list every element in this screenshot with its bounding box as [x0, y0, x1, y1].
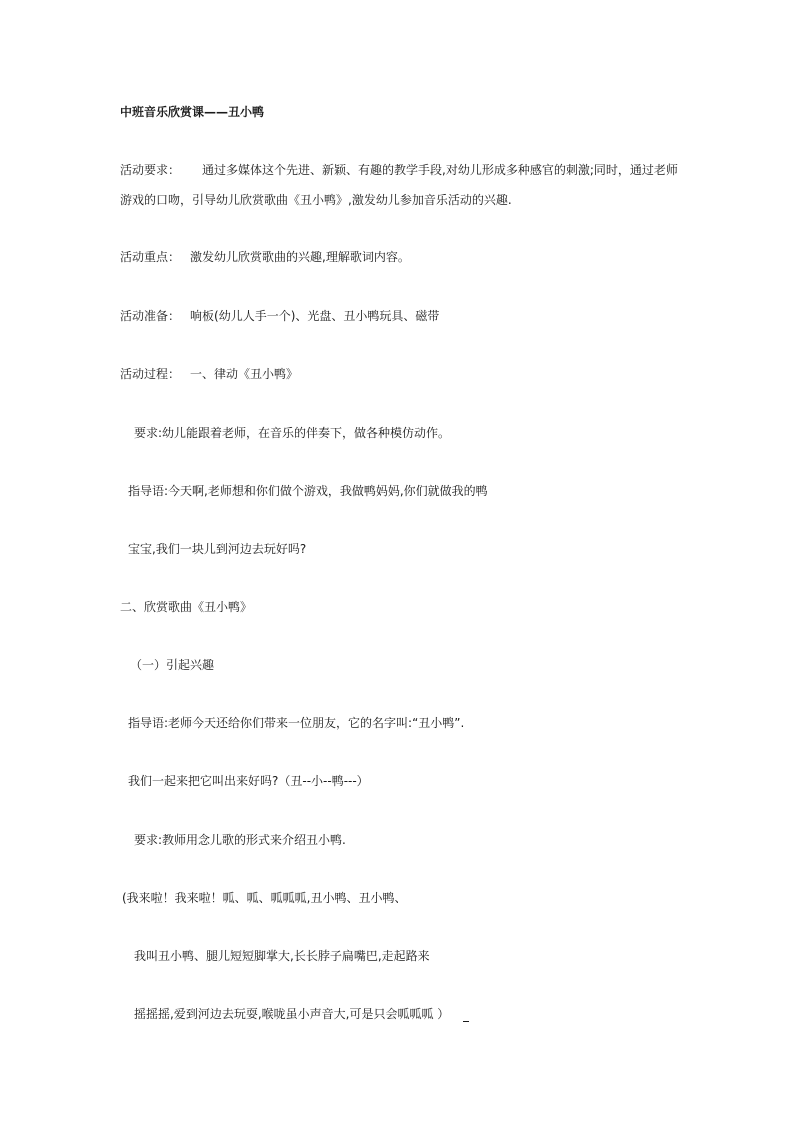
process-sub-1: （一）引起兴趣	[130, 658, 215, 672]
process-guide-1b: 宝宝,我们一块儿到河边去玩好吗?	[128, 542, 307, 556]
process-guide-2b: 我们一起来把它叫出来好吗?（丑--小--鸭---）	[128, 774, 369, 788]
focus-label: 活动重点：	[120, 250, 181, 264]
focus-text: 激发幼儿欣赏歌曲的兴趣,理解歌词内容。	[190, 250, 410, 264]
process-label: 活动过程：	[120, 367, 181, 381]
preparation-line	[120, 308, 439, 324]
preparation-label: 活动准备：	[120, 309, 181, 323]
rhyme-line-3: 摇摇摇,爱到河边去玩耍,喉咙虽小声音大,可是只会呱呱呱 ）	[134, 1007, 450, 1021]
process-guide-2a: 指导语:老师今天还给你们带来一位朋友，它的名字叫:“丑小鸭”.	[128, 716, 465, 730]
requirements-label: 活动要求：	[120, 163, 181, 177]
page-title: 中班音乐欣赏课——丑小鸭	[120, 105, 265, 119]
process-requirement-2: 要求:教师用念儿歌的形式来介绍丑小鸭.	[134, 833, 346, 847]
requirements-line-1	[120, 162, 678, 178]
rhyme-line-1: (我来啦！我来啦！呱、呱、呱呱呱,丑小鸭、丑小鸭、	[122, 891, 407, 905]
process-step-1: 一、律动《丑小鸭》	[190, 367, 299, 381]
process-step-2: 二、欣赏歌曲《丑小鸭》	[120, 600, 253, 614]
requirements-text-1: 通过多媒体这个先进、新颖、有趣的教学手段,对幼儿形成多种感官的刺激;同时，通过老师	[202, 163, 678, 177]
rhyme-line-2: 我叫丑小鸭、腿儿短短脚掌大,长长脖子扁嘴巴,走起路来	[134, 949, 430, 963]
focus-line	[120, 249, 410, 265]
preparation-text: 响板(幼儿人手一个)、光盘、丑小鸭玩具、磁带	[190, 309, 440, 323]
process-guide-1a: 指导语:今天啊,老师想和你们做个游戏，我做鸭妈妈,你们就做我的鸭	[128, 484, 488, 498]
process-requirement-1: 要求:幼儿能跟着老师，在音乐的伴奏下，做各种模仿动作。	[134, 426, 451, 440]
requirements-text-2: 游戏的口吻，引导幼儿欣赏歌曲《丑小鸭》,激发幼儿参加音乐活动的兴趣.	[120, 193, 512, 207]
process-line	[120, 366, 298, 382]
text-cursor-mark	[463, 1021, 469, 1022]
rhyme-line-3-row	[134, 1006, 469, 1022]
